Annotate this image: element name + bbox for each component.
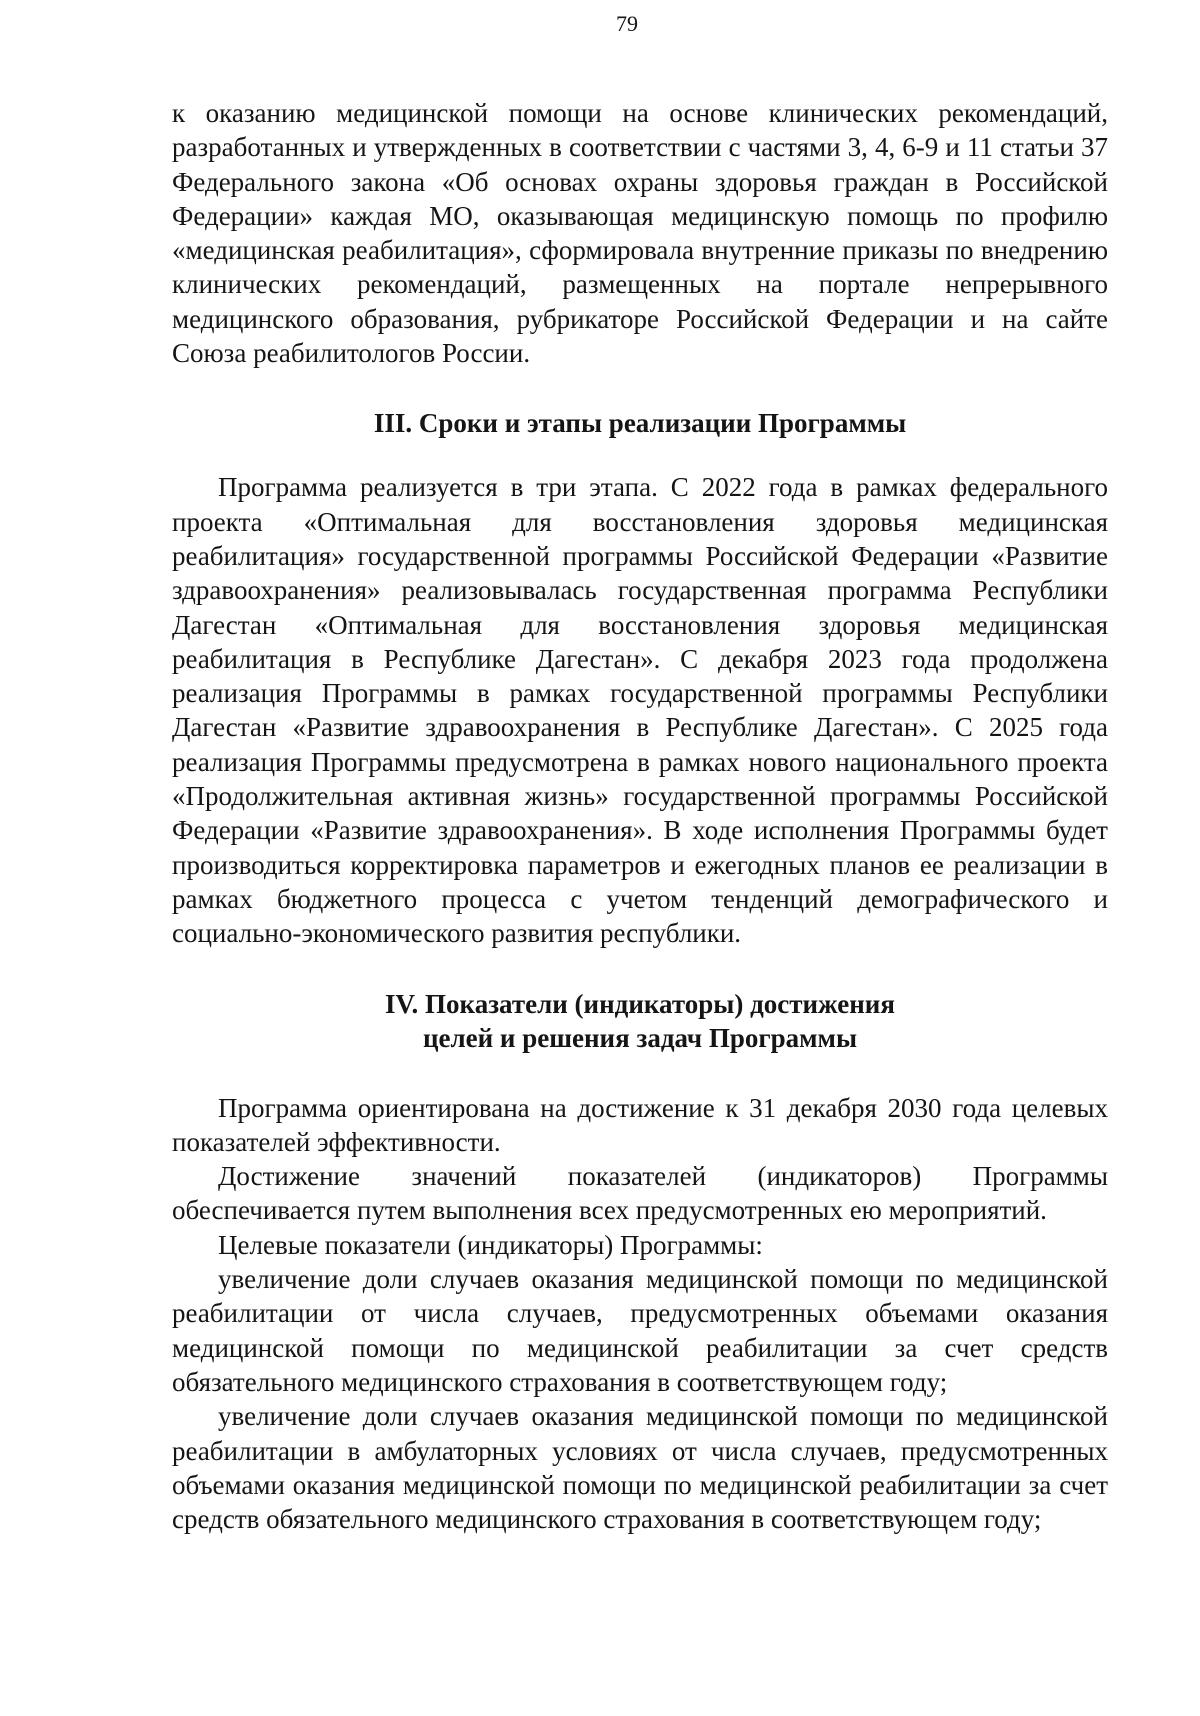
paragraph-program-stages: Программа реализуется в три этапа. С 2022 года в рамках федерального проекта «Оптимальная для восстановления здоровья медицинская реабилитация» государственной программы Российской Федерации «Развитие здравоохранения» реализовывалась государственная программа Республики Дагестан «Оптимальная для восстановления здоровья медицинская реабилитация в Республике Дагестан». С декабря 2023 года продолжена реализация Программы в рамках государственной программы Республики Дагестан «Развитие здравоохранения в Республике Дагестан». С 2025 года реализация Программы предусмотрена в рамках нового национального проекта «Продолжительная активная жизнь» государственной программы Российской Федерации «Развитие здравоохранения». В ходе исполнения Программы будет производиться корректировка параметров и ежегодных планов ее реализации в рамках бюджетного процесса с учетом тенденций демографического и социально-экономического развития республики.: [172, 472, 1108, 949]
paragraph-target-date: Программа ориентирована на достижение к 31 декабря 2030 года целевых показателей эффективности.: [172, 1092, 1108, 1157]
paragraph-achievement: Достижение значений показателей (индикаторов) Программы обеспечивается путем выполнения всех предусмотренных ею мероприятий.: [172, 1161, 1108, 1226]
paragraph-continuation: к оказанию медицинской помощи на основе клинических рекомендаций, разработанных и утвержденных в соответствии с частями 3, 4, 6-9 и 11 статьи 37 Федерального закона «Об основах охраны здоровья граждан в Российской Федерации» каждая МО, оказывающая медицинскую помощь по профилю «медицинская реабилитация», сформировала внутренние приказы по внедрению клинических рекомендаций, размещенных на портале непрерывного медицинского образования, рубрикаторе Российской Федерации и на сайте Союза реабилитологов России.: [172, 98, 1108, 369]
paragraph-indicators-intro: Целевые показатели (индикаторы) Программы:: [218, 1229, 763, 1260]
page-number: 79: [616, 11, 638, 36]
list-item-indicator-1: увеличение доли случаев оказания медицинской помощи по медицинской реабилитации от числа случаев, предусмотренных объемами оказания медицинской помощи по медицинской реабилитации за счет средств обязательного медицинского страхования в соответствующем году;: [172, 1264, 1108, 1397]
section-heading-iv-line1: IV. Показатели (индикаторы) достижения: [385, 988, 895, 1019]
section-heading-iv: [172, 987, 1108, 1055]
list-item-indicator-2: увеличение доли случаев оказания медицинской помощи по медицинской реабилитации в амбулаторных условиях от числа случаев, предусмотренных объемами оказания медицинской помощи по медицинской реабилитации за счет средств обязательного медицинского страхования в соответствующем году;: [172, 1401, 1108, 1535]
page-content: [172, 96, 1108, 1536]
section-heading-iii: III. Сроки и этапы реализации Программы: [373, 408, 907, 439]
section-heading-iv-line2: целей и решения задач Программы: [422, 1022, 858, 1053]
